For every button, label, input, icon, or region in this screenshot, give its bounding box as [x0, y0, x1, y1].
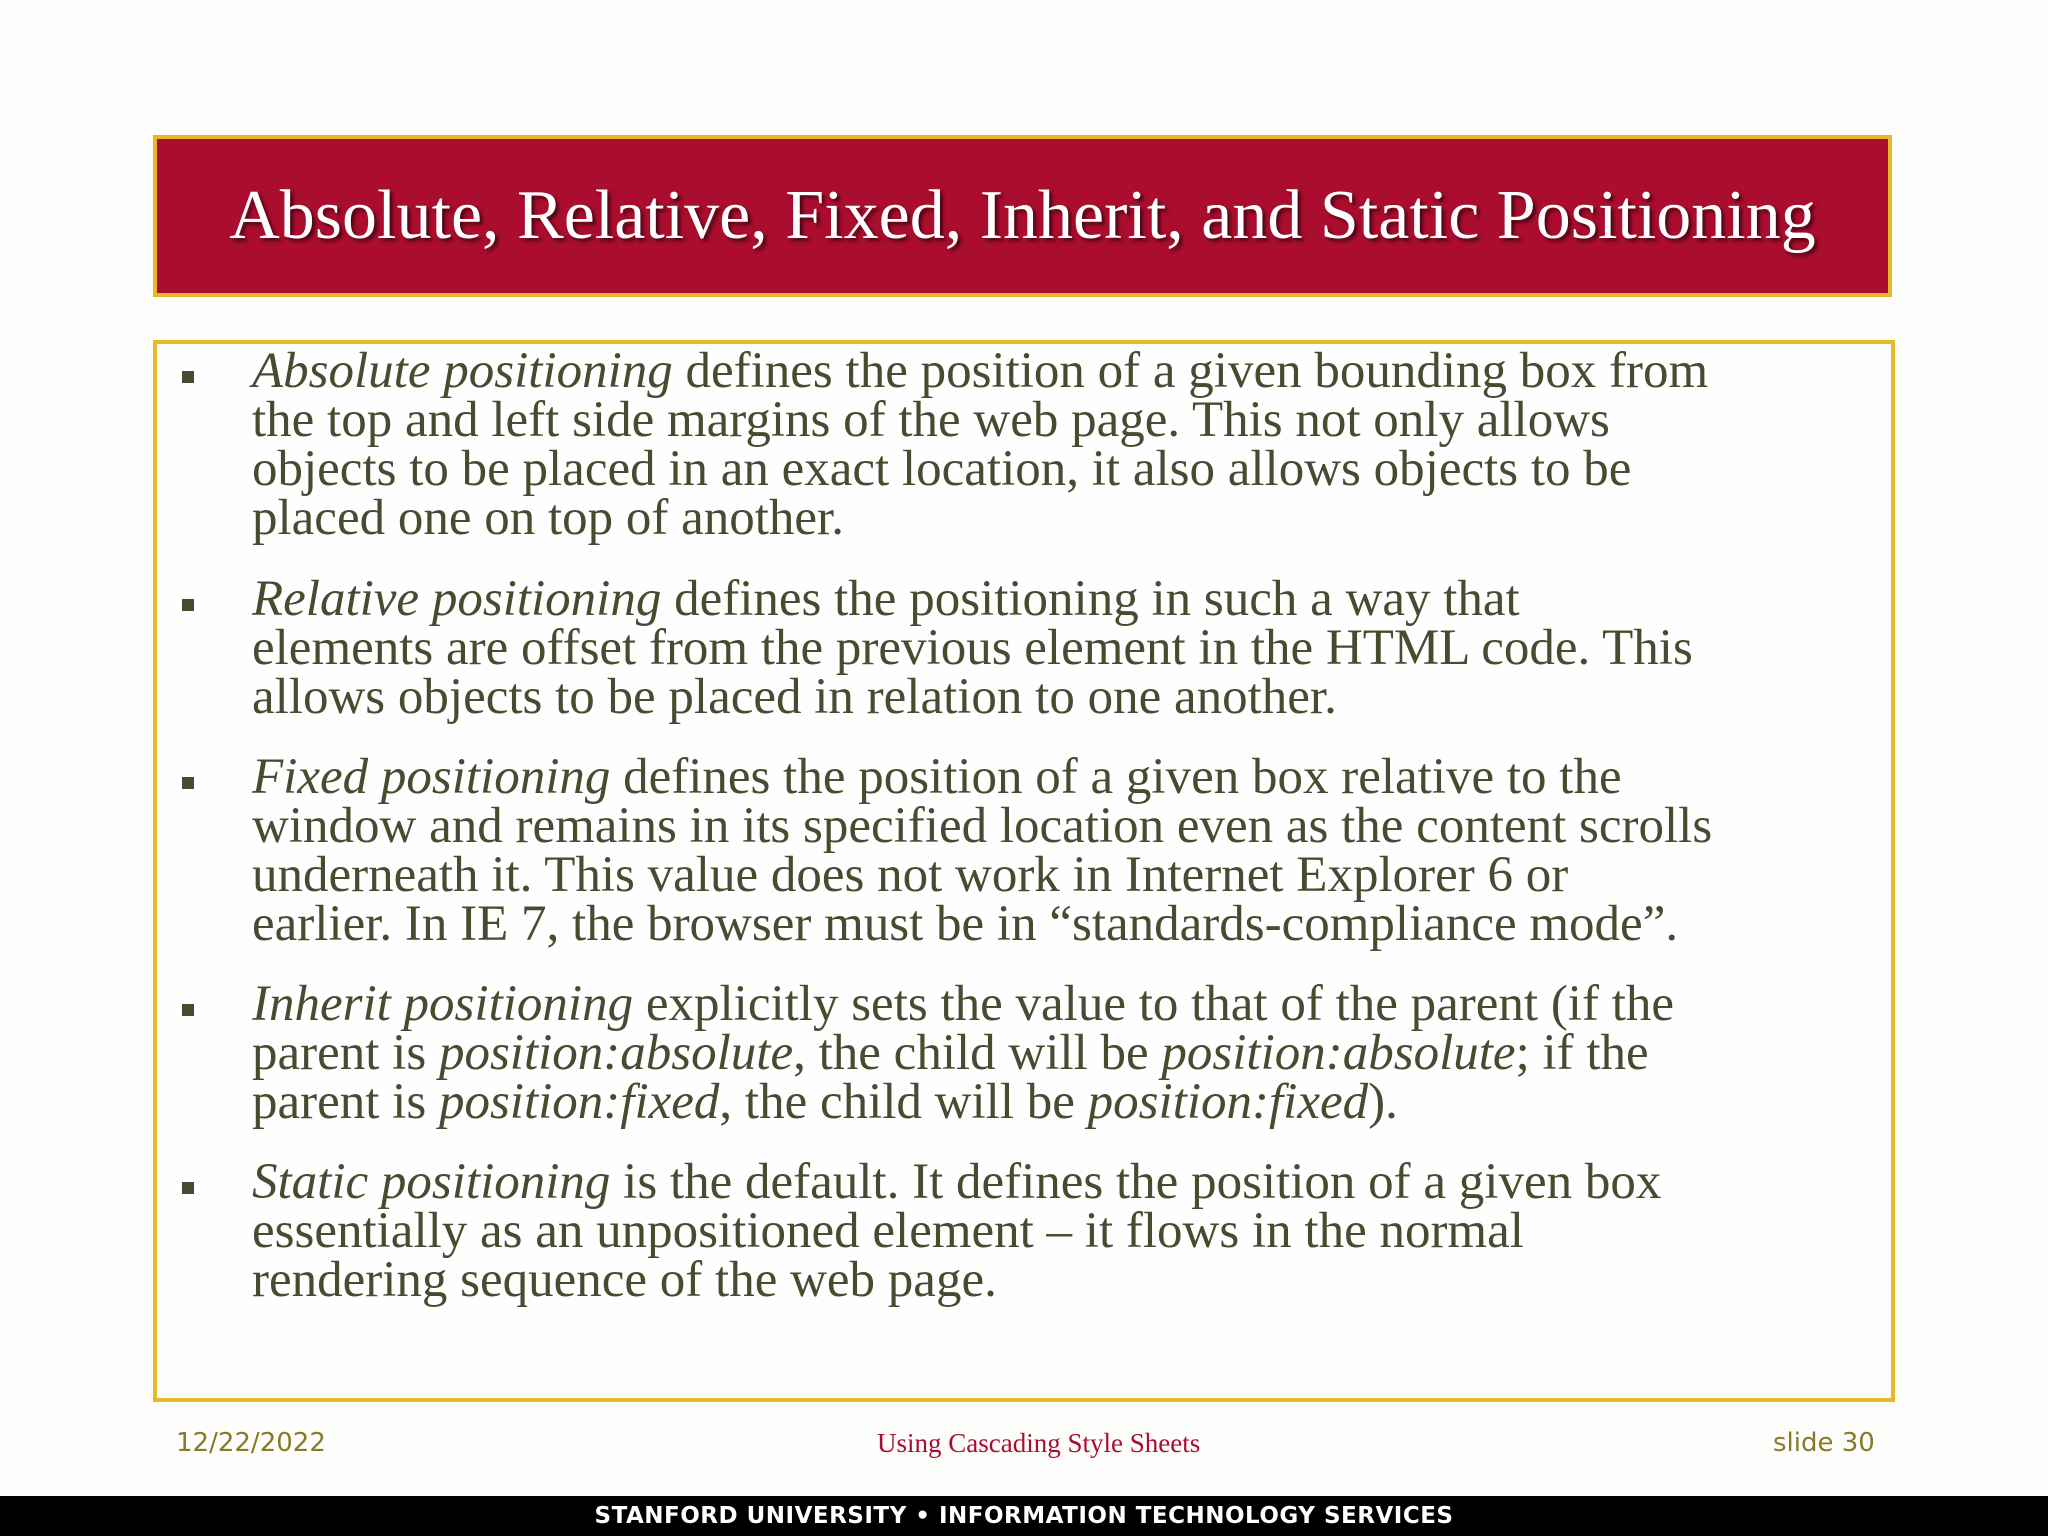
bullet-term: Absolute positioning	[252, 343, 673, 399]
bottom-banner	[0, 1496, 2048, 1536]
square-bullet-icon	[182, 1004, 194, 1016]
square-bullet-icon	[182, 777, 194, 789]
bullet-term: Static positioning	[252, 1154, 611, 1210]
bullet-code-term: position:fixed	[438, 1074, 720, 1130]
bullet-body-part: ).	[1368, 1074, 1398, 1130]
footer-presentation-title: Using Cascading Style Sheets	[877, 1428, 1201, 1458]
bullet-text	[252, 571, 1892, 725]
bullet-body-part: explicitly sets the value to that of the parent (if the parent is	[252, 976, 1675, 1081]
content-box	[153, 340, 1895, 1402]
footer-slide-number: slide 30	[1773, 1428, 1875, 1458]
bullet-term: Fixed positioning	[252, 749, 611, 805]
bullet-text	[252, 749, 1892, 952]
bullet-code-term: position:absolute	[438, 1025, 794, 1081]
footer-date: 12/22/2022	[176, 1428, 326, 1458]
bullet-body: defines the positioning in such a way that elements are offset from the previous element in the HTML code. This allows objects to be placed in relation to one another.	[252, 571, 1693, 725]
organization-label: STANFORD UNIVERSITY • INFORMATION TECHNOLOGY SERVICES	[594, 1503, 1454, 1529]
bullet-text	[252, 343, 1892, 546]
square-bullet-icon	[182, 371, 194, 383]
bullet-body: is the default. It defines the position of a given box essentially as an unpositioned element – it flows in the normal rendering sequence of the web page.	[252, 1154, 1662, 1308]
bullet-term: Relative positioning	[252, 571, 662, 627]
bullet-body-part: , the child will be	[793, 1025, 1162, 1081]
bullet-text	[252, 1154, 1892, 1308]
slide-title-bar	[153, 135, 1892, 297]
bullet-body: defines the position of a given box relative to the window and remains in its specified location even as the content scrolls underneath it. This value does not work in Internet Explorer 6 or earlier. In IE 7, the browser must be in “standards-compliance mode”.	[252, 749, 1713, 952]
slide-title: Absolute, Relative, Fixed, Inherit, and Static Positioning	[229, 177, 1816, 254]
bullet-body-part: , the child will be	[719, 1074, 1088, 1130]
bullet-code-term: position:absolute	[1161, 1025, 1516, 1081]
bullet-body: defines the position of a given bounding box from the top and left side margins of the web page. This not only allows objects to be placed in an exact location, it also allows objects to be placed one on top of another.	[252, 343, 1709, 546]
square-bullet-icon	[182, 1182, 194, 1194]
square-bullet-icon	[182, 599, 194, 611]
bullet-body-part: ; if the parent is	[252, 1025, 1649, 1130]
bullet-code-term: position:fixed	[1087, 1074, 1369, 1130]
bullet-text	[252, 976, 1892, 1130]
bullet-term: Inherit positioning	[252, 976, 634, 1032]
